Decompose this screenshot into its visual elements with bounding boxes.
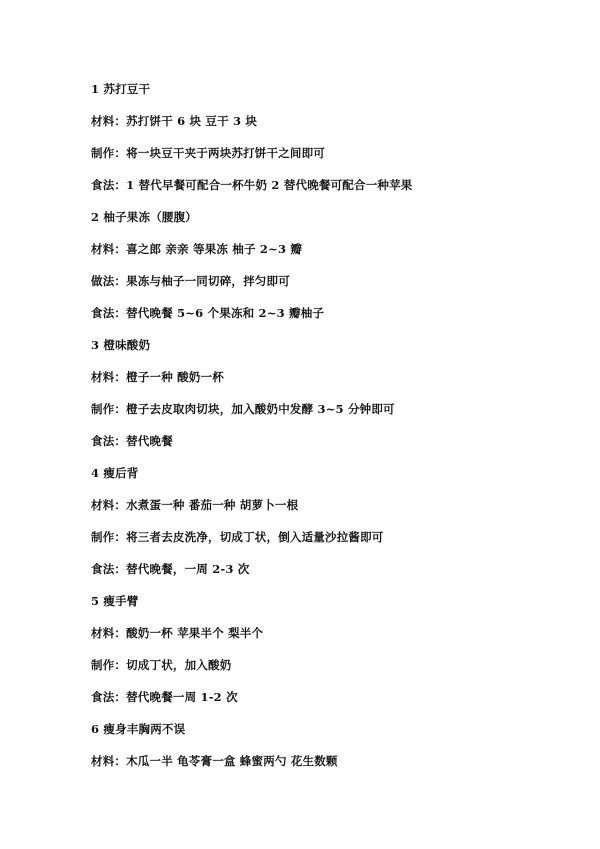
recipe-5-heading: 5 瘦手臂 [91, 594, 139, 608]
recipe-2-usage: 食法：替代晚餐 5~6 个果冻和 2~3 瓣柚子 [91, 306, 325, 320]
recipe-6-heading: 6 瘦身丰胸两不误 [91, 722, 186, 736]
recipe-5-usage: 食法：替代晚餐一周 1-2 次 [91, 690, 238, 704]
recipe-3-method: 制作：橙子去皮取肉切块，加入酸奶中发酵 3~5 分钟即可 [91, 402, 395, 416]
recipe-1-usage: 食法：1 替代早餐可配合一杯牛奶 2 替代晚餐可配合一种苹果 [91, 178, 413, 192]
recipe-4-heading: 4 瘦后背 [91, 466, 139, 480]
recipe-5-method: 制作：切成丁状，加入酸奶 [91, 658, 232, 672]
recipe-1-method: 制作：将一块豆干夹于两块苏打饼干之间即可 [91, 146, 325, 160]
recipe-2-method: 做法：果冻与柚子一同切碎，拌匀即可 [91, 274, 290, 288]
recipe-4-method: 制作：将三者去皮洗净，切成丁状，倒入适量沙拉酱即可 [91, 530, 384, 544]
recipe-5-ingredients: 材料：酸奶一杯 苹果半个 梨半个 [91, 626, 264, 640]
recipe-2-ingredients: 材料：喜之郎 亲亲 等果冻 柚子 2~3 瓣 [91, 242, 303, 256]
recipe-3-ingredients: 材料：橙子一种 酸奶一杯 [91, 370, 224, 384]
recipe-1-ingredients: 材料：苏打饼干 6 块 豆干 3 块 [91, 114, 258, 128]
recipe-4-usage: 食法：替代晚餐，一周 2-3 次 [91, 562, 250, 576]
recipe-1-heading: 1 苏打豆干 [91, 82, 151, 96]
recipe-3-heading: 3 橙味酸奶 [91, 338, 151, 352]
recipe-6-ingredients: 材料：木瓜一半 龟苓膏一盒 蜂蜜两勺 花生数颗 [91, 754, 338, 768]
recipe-3-usage: 食法：替代晚餐 [91, 434, 173, 448]
recipe-4-ingredients: 材料：水煮蛋一种 番茄一种 胡萝卜一根 [91, 498, 299, 512]
recipe-2-heading: 2 柚子果冻（腰腹） [91, 210, 198, 224]
